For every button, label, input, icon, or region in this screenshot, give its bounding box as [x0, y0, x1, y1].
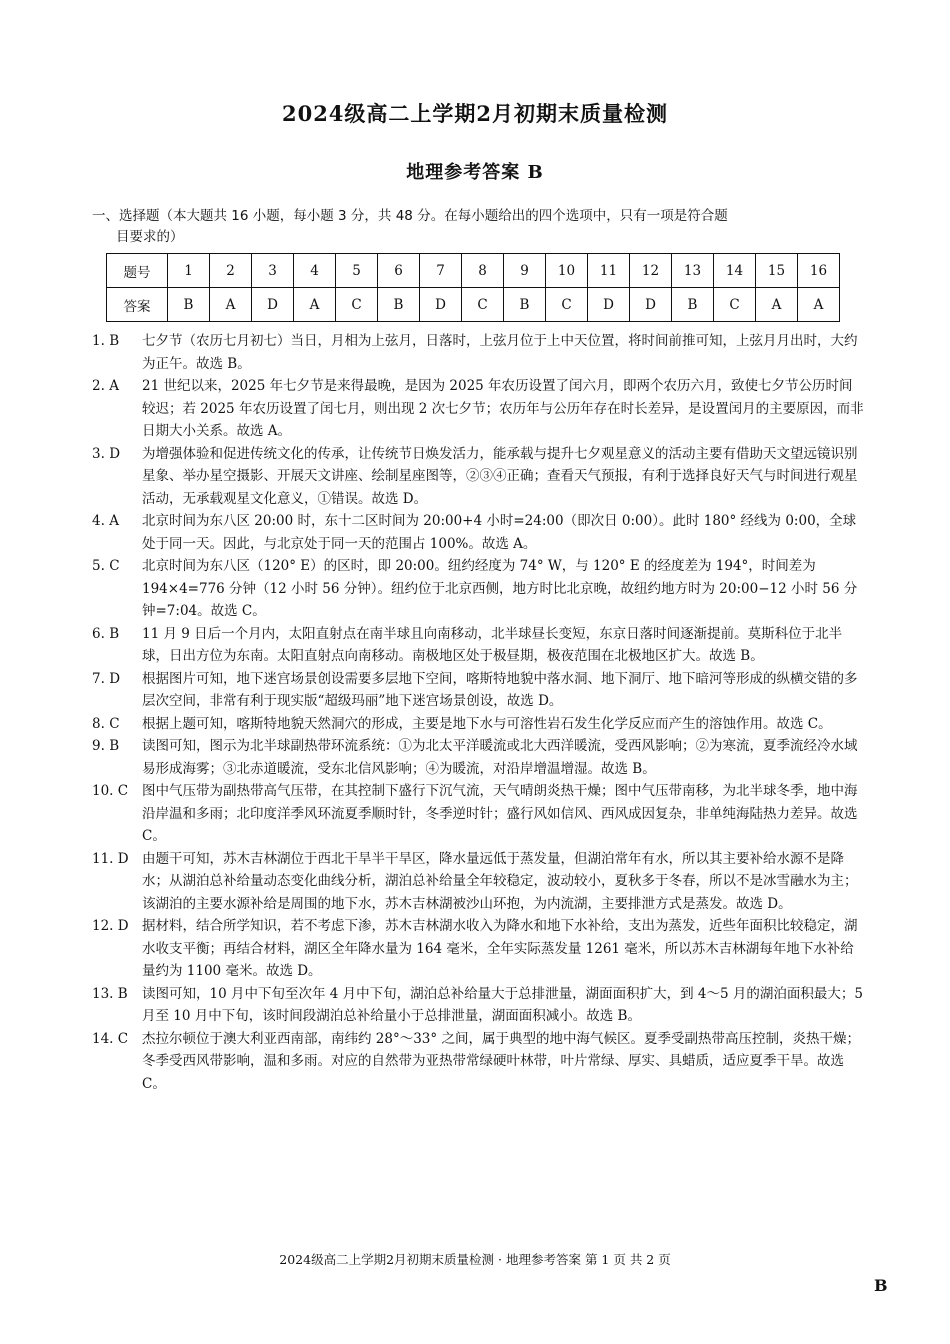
question-number-cell: 7 [420, 254, 462, 288]
item-text: 七夕节（农历七月初七）当日，月相为上弦月，日落时，上弦月位于上中天位置，将时间前推可知，上弦月月出时，大约为正午。故选 B。 [142, 333, 858, 372]
item-answer: A [109, 378, 119, 394]
table-header-cell: 答案 [107, 288, 168, 322]
question-number-cell: 2 [210, 254, 252, 288]
question-number-cell: 1 [168, 254, 210, 288]
answer-table-answer-row [107, 288, 840, 322]
item-index: 6. [92, 625, 105, 642]
item-answer: A [109, 513, 119, 529]
answer-cell: D [588, 288, 630, 322]
item-answer: C [109, 558, 120, 574]
question-number-cell: 5 [336, 254, 378, 288]
answer-cell: B [168, 288, 210, 322]
page-footer: 2024级高二上学期2月初期末质量检测 · 地理参考答案 第 1 页 共 2 页 [279, 1252, 671, 1267]
item-answer: B [109, 738, 120, 754]
item-index: 3. [92, 445, 105, 462]
item-index: 8. [92, 715, 105, 732]
item-text: 读图可知，图示为北半球副热带环流系统：①为北太平洋暖流或北大西洋暖流，受西风影响；②为寒流，夏季流经冷水域易形成海雾；③北赤道暖流，受东北信风影响；④为暖流，对沿岸增温增湿。故选 B。 [142, 738, 858, 777]
item-index: 2. [92, 378, 105, 394]
item-number [92, 375, 138, 398]
item-number [92, 780, 138, 803]
question-number-cell: 14 [714, 254, 756, 288]
item-text: 北京时间为东八区 20:00 时，东十二区时间为 20:00+4 小时=24:00（即次日 0:00）。此时 180° 经线为 0:00，全球处于同一天。因此，与北京处于同一天的范围占 100%。故选 A。 [142, 513, 857, 552]
question-number-cell: 13 [672, 254, 714, 288]
item-number [92, 915, 138, 938]
item-index: 12. [92, 918, 114, 934]
section-heading-line2: 目要求的） [116, 229, 184, 245]
item-text: 北京时间为东八区（120° E）的区时，即 20:00。纽约经度为 74° W，与 120° E 的经度差为 194°，时间差为 194×4=776 分钟（12 小时 56 分钟）。纽约位于北京西侧，地方时比北京晚，故纽约地方时为 20:00−12 小时 56 分钟=7:04。故选 C。 [142, 558, 858, 619]
answer-cell: D [630, 288, 672, 322]
explanation-item [92, 735, 864, 780]
item-index: 7. [92, 670, 105, 687]
answer-cell: B [672, 288, 714, 322]
answer-cell: C [714, 288, 756, 322]
explanation-item [92, 330, 864, 375]
answer-cell: D [252, 288, 294, 322]
item-text: 图中气压带为副热带高气压带，在其控制下盛行下沉气流，天气晴朗炎热干燥；图中气压带南移，为北半球冬季，地中海沿岸温和多雨；北印度洋季风环流夏季顺时针，冬季逆时针；盛行风如信风、西风成因复杂，非单纯海陆热力差异。故选 C。 [142, 783, 858, 844]
item-text: 根据上题可知，喀斯特地貌天然洞穴的形成，主要是地下水与可溶性岩石发生化学反应而产生的溶蚀作用。故选 C。 [142, 715, 832, 732]
explanation-item [92, 713, 864, 736]
item-index: 4. [92, 513, 105, 529]
item-index: 13. [92, 985, 114, 1002]
answer-table [106, 253, 840, 322]
item-index: 1. [92, 333, 105, 349]
answer-cell: C [462, 288, 504, 322]
question-number-cell: 16 [798, 254, 840, 288]
item-index: 14. [92, 1030, 114, 1047]
answer-cell: B [504, 288, 546, 322]
explanation-item [92, 443, 864, 511]
version-mark: B [874, 1276, 888, 1295]
item-answer: D [117, 850, 129, 867]
explanation-item [92, 780, 864, 848]
item-answer: C [117, 783, 129, 799]
question-number-cell: 15 [756, 254, 798, 288]
answer-cell: D [420, 288, 462, 322]
explanation-item [92, 1028, 864, 1096]
item-number [92, 735, 138, 758]
item-number [92, 555, 138, 578]
item-text: 杰拉尔顿位于澳大利亚西南部，南纬约 28°～33° 之间，属于典型的地中海气候区。夏季受副热带高压控制，炎热干燥；冬季受西风带影响，温和多雨。对应的自然带为亚热带常绿硬叶林带，叶片常绿、厚实、具蜡质，适应夏季干旱。故选 C。 [142, 1030, 860, 1092]
answer-table-number-row [107, 254, 840, 288]
question-number-cell: 10 [546, 254, 588, 288]
item-number [92, 1028, 138, 1051]
answer-cell: A [798, 288, 840, 322]
item-answer: C [117, 1030, 129, 1047]
explanation-item [92, 510, 864, 555]
item-number [92, 443, 138, 466]
item-index: 5. [92, 558, 105, 574]
explanation-item [92, 848, 864, 916]
item-index: 11. [92, 850, 114, 867]
item-number [92, 713, 138, 736]
question-number-cell: 3 [252, 254, 294, 288]
answer-cell: C [336, 288, 378, 322]
answer-cell: A [294, 288, 336, 322]
item-text: 为增强体验和促进传统文化的传承，让传统节日焕发活力，能承载与提升七夕观星意义的活动主要有借助天文望远镜识别星象、举办星空摄影、开展天文讲座、绘制星座图等，②③④正确；查看天气预报，有利于选择良好天气与时间进行观星活动，无承载观星文化意义，①错误。故选 D。 [142, 445, 858, 507]
explanation-item [92, 555, 864, 623]
item-answer: B [109, 625, 120, 642]
table-header-cell: 题号 [107, 254, 168, 288]
item-answer: B [117, 985, 128, 1002]
explanation-item [92, 668, 864, 713]
item-number [92, 510, 138, 533]
question-number-cell: 6 [378, 254, 420, 288]
item-text: 根据图片可知，地下迷宫场景创设需要多层地下空间，喀斯特地貌中落水洞、地下洞厅、地下暗河等形成的纵横交错的多层次空间，非常有利于现实版“超级玛丽”地下迷宫场景创设，故选 D。 [142, 670, 858, 709]
explanation-item [92, 375, 864, 443]
page-subtitle: 地理参考答案 B [406, 162, 544, 183]
item-answer: D [117, 918, 129, 934]
item-text: 11 月 9 日后一个月内，太阳直射点在南半球且向南移动，北半球昼长变短，东京日落时间逐渐提前。莫斯科位于北半球，日出方位为东南。太阳直射点向南移动。南极地区处于极昼期，极夜范围在北极地区扩大。故选 B。 [142, 625, 843, 664]
item-number [92, 983, 138, 1006]
question-number-cell: 4 [294, 254, 336, 288]
question-number-cell: 11 [588, 254, 630, 288]
item-answer: D [109, 670, 121, 687]
item-answer: C [109, 715, 120, 732]
section-heading-line1: 一、选择题（本大题共 16 小题，每小题 3 分，共 48 分。在每小题给出的四个选项中，只有一项是符合题 [92, 208, 728, 224]
item-text: 21 世纪以来，2025 年七夕节是来得最晚，是因为 2025 年农历设置了闰六月，即两个农历六月，致使七夕节公历时间较迟；若 2025 年农历设置了闰七月，则出现 2 次七夕节；农历年与公历年存在时长差异，是设置闰月的主要原因，而非日期大小关系。故选 A。 [142, 378, 864, 439]
section-heading [92, 206, 872, 248]
answer-cell: B [378, 288, 420, 322]
answer-cell: A [210, 288, 252, 322]
item-text: 读图可知，10 月中下旬至次年 4 月中下旬，湖泊总补给量大于总排泄量，湖面面积扩大，到 4～5 月的湖泊面积最大；5 月至 10 月中下旬，该时间段湖泊总补给量小于总排泄量，湖面面积减小。故选 B。 [142, 985, 863, 1024]
item-answer: B [109, 333, 120, 349]
item-number [92, 668, 138, 691]
item-number [92, 623, 138, 646]
item-text: 据材料，结合所学知识，若不考虑下渗，苏木吉林湖水收入为降水和地下水补给，支出为蒸发，近些年面积比较稳定，湖水收支平衡；再结合材料，湖区全年降水量为 164 毫米，全年实际蒸发量 1261 毫米，所以苏木吉林湖每年地下水补给量约为 1100 毫米。故选 D。 [142, 918, 858, 979]
item-index: 10. [92, 783, 114, 799]
item-number [92, 330, 138, 353]
question-number-cell: 9 [504, 254, 546, 288]
explanation-item [92, 623, 864, 668]
item-number [92, 848, 138, 871]
item-answer: D [109, 445, 121, 462]
explanation-item [92, 915, 864, 983]
answer-cell: C [546, 288, 588, 322]
page-title: 2024级高二上学期2月初期末质量检测 [281, 101, 669, 126]
answer-cell: A [756, 288, 798, 322]
question-number-cell: 12 [630, 254, 672, 288]
explanation-item [92, 983, 864, 1028]
item-text: 由题干可知，苏木吉林湖位于西北干旱半干旱区，降水量远低于蒸发量，但湖泊常年有水，所以其主要补给水源不是降水；从湖泊总补给量动态变化曲线分析，湖泊总补给量全年较稳定，波动较小，夏秋多于冬春，所以不是冰雪融水为主；该湖泊的主要水源补给是周围的地下水，苏木吉林湖被沙山环抱，为内流湖，主要排泄方式是蒸发。故选 D。 [142, 850, 858, 912]
question-number-cell: 8 [462, 254, 504, 288]
explanation-list [92, 330, 864, 1095]
item-index: 9. [92, 738, 105, 754]
